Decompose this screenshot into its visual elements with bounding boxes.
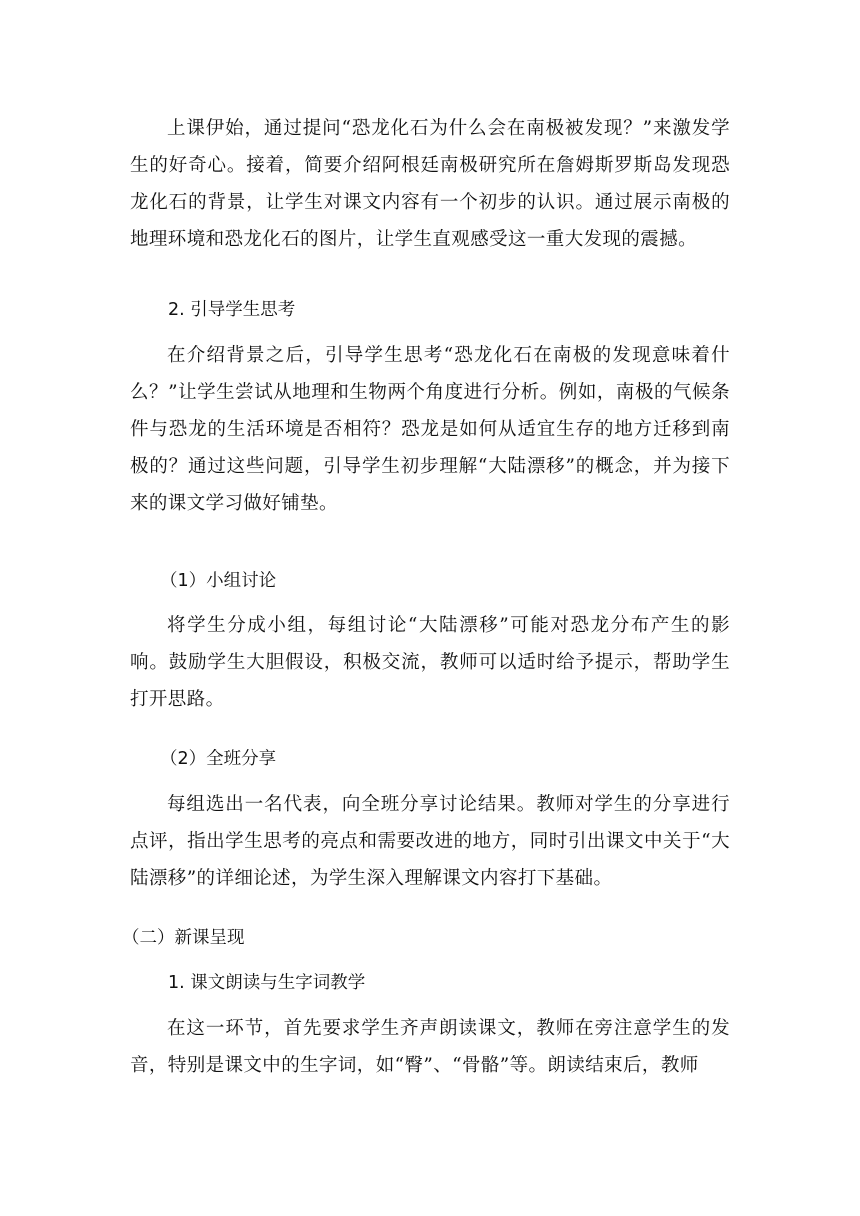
paragraph-intro: 上课伊始，通过提问“恐龙化石为什么会在南极被发现？”来激发学生的好奇心。接着，简要介绍阿根廷南极研究所在詹姆斯罗斯岛发现恐龙化石的背景，让学生对课文内容有一个初步的认识。通过展示南极的地理环境和恐龙化石的图片，让学生直观感受这一重大发现的震撼。 [130,118,730,250]
paragraph-reading-vocabulary: 在这一环节，首先要求学生齐声朗读课文，教师在旁注意学生的发音，特别是课文中的生字词，如“臀”、“骨骼”等。朗读结束后，教师 [130,1018,730,1076]
paragraph-class-sharing: 每组选出一名代表，向全班分享讨论结果。教师对学生的分享进行点评，指出学生思考的亮点和需要改进的地方，同时引出课文中关于“大陆漂移”的详细论述，为学生深入理解课文内容打下基础。 [130,794,730,889]
paragraph-guide-thinking: 在介绍背景之后，引导学生思考“恐龙化石在南极的发现意味着什么？”让学生尝试从地理和生物两个角度进行分析。例如，南极的气候条件与恐龙的生活环境是否相符？恐龙是如何从适宜生存的地方迁移到南极的？通过这些问题，引导学生初步理解“大陆漂移”的概念，并为接下来的课文学习做好铺垫。 [130,345,730,514]
heading-reading-vocabulary: 1. 课文朗读与生字词教学 [168,973,366,993]
heading-new-lesson: （二）新课呈现 [122,928,245,948]
paragraph-group-discussion: 将学生分成小组，每组讨论“大陆漂移”可能对恐龙分布产生的影响。鼓励学生大胆假设，积极交流，教师可以适时给予提示，帮助学生打开思路。 [130,615,730,710]
heading-guide-thinking: 2. 引导学生思考 [168,300,296,320]
heading-class-sharing: （2）全班分享 [160,749,277,769]
heading-group-discussion: （1）小组讨论 [160,571,277,591]
